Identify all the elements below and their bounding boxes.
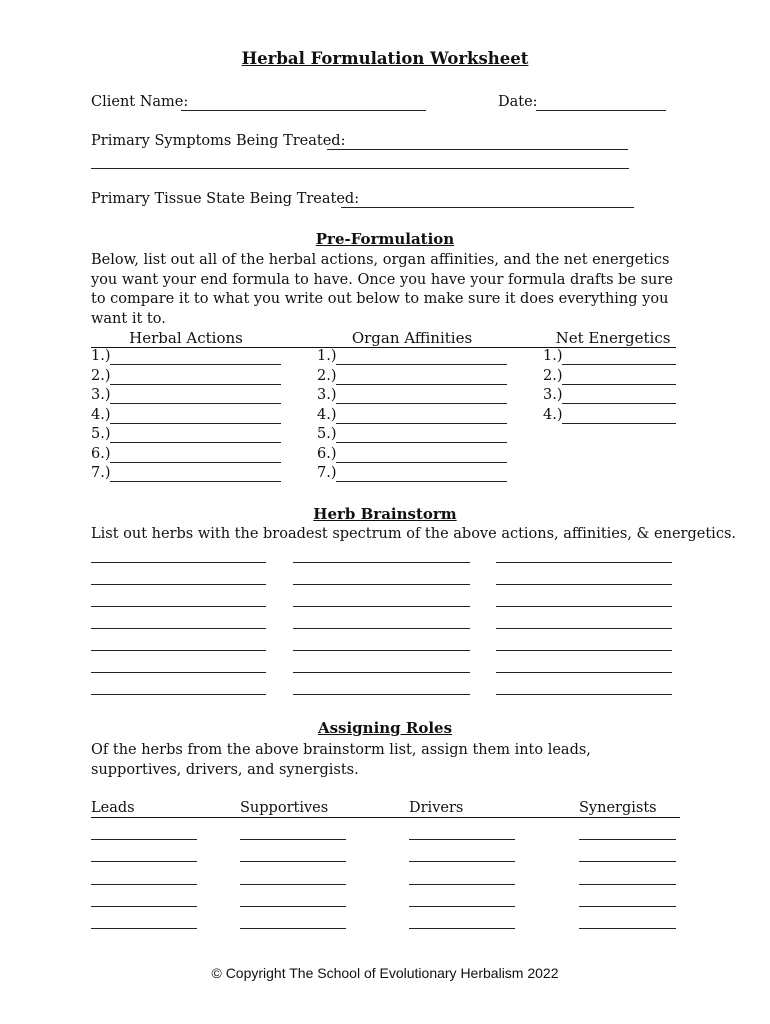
brainstorm-field[interactable] xyxy=(496,562,672,563)
list-item-number: 1.) xyxy=(543,348,563,364)
synergist-field[interactable] xyxy=(579,839,676,840)
synergist-field[interactable] xyxy=(579,906,676,907)
net-energetics-header: Net Energetics xyxy=(555,329,671,347)
list-item-number: 3.) xyxy=(317,387,337,403)
brainstorm-field[interactable] xyxy=(496,672,672,673)
lead-field[interactable] xyxy=(91,906,197,907)
pre-formulation-heading: Pre-Formulation xyxy=(315,230,455,248)
page-title: Herbal Formulation Worksheet xyxy=(241,49,529,68)
copyright-footer: © Copyright The School of Evolutionary Herbalism 2022 xyxy=(211,965,559,981)
net-energetic-field[interactable] xyxy=(562,423,676,424)
herbal-action-field[interactable] xyxy=(110,364,281,365)
drivers-header: Drivers xyxy=(409,800,464,816)
synergist-field[interactable] xyxy=(579,884,676,885)
brainstorm-field[interactable] xyxy=(496,584,672,585)
leads-header: Leads xyxy=(91,800,135,816)
herb-brainstorm-heading: Herb Brainstorm xyxy=(313,505,457,523)
brainstorm-field[interactable] xyxy=(91,650,266,651)
synergists-header: Synergists xyxy=(579,800,657,816)
supportive-field[interactable] xyxy=(240,861,346,862)
list-item-number: 7.) xyxy=(91,465,111,481)
list-item-number: 7.) xyxy=(317,465,337,481)
driver-field[interactable] xyxy=(409,906,515,907)
list-item-number: 4.) xyxy=(317,407,337,423)
driver-field[interactable] xyxy=(409,839,515,840)
list-item-number: 1.) xyxy=(317,348,337,364)
list-item-number: 6.) xyxy=(91,446,111,462)
herbal-action-field[interactable] xyxy=(110,403,281,404)
list-item-number: 2.) xyxy=(91,368,111,384)
brainstorm-field[interactable] xyxy=(293,584,470,585)
list-item-number: 2.) xyxy=(543,368,563,384)
organ-affinity-field[interactable] xyxy=(336,364,507,365)
brainstorm-field[interactable] xyxy=(496,694,672,695)
list-item-number: 5.) xyxy=(91,426,111,442)
brainstorm-field[interactable] xyxy=(91,562,266,563)
supportive-field[interactable] xyxy=(240,906,346,907)
lead-field[interactable] xyxy=(91,861,197,862)
roles-header-rule xyxy=(91,817,680,818)
organ-affinities-header: Organ Affinities xyxy=(351,329,473,347)
herbal-action-field[interactable] xyxy=(110,423,281,424)
client-name-field[interactable] xyxy=(181,110,426,111)
primary-symptoms-field[interactable] xyxy=(327,149,628,150)
net-energetic-field[interactable] xyxy=(562,403,676,404)
driver-field[interactable] xyxy=(409,884,515,885)
brainstorm-field[interactable] xyxy=(496,650,672,651)
primary-symptoms-label: Primary Symptoms Being Treated: xyxy=(91,133,346,149)
herbal-action-field[interactable] xyxy=(110,481,281,482)
brainstorm-field[interactable] xyxy=(293,606,470,607)
brainstorm-field[interactable] xyxy=(91,672,266,673)
net-energetic-field[interactable] xyxy=(562,364,676,365)
brainstorm-field[interactable] xyxy=(496,628,672,629)
herbal-actions-header: Herbal Actions xyxy=(129,329,243,347)
list-item-number: 4.) xyxy=(543,407,563,423)
organ-affinity-field[interactable] xyxy=(336,442,507,443)
brainstorm-field[interactable] xyxy=(293,628,470,629)
supportive-field[interactable] xyxy=(240,928,346,929)
lead-field[interactable] xyxy=(91,884,197,885)
organ-affinity-field[interactable] xyxy=(336,403,507,404)
organ-affinity-field[interactable] xyxy=(336,384,507,385)
herbal-action-field[interactable] xyxy=(110,442,281,443)
organ-affinity-field[interactable] xyxy=(336,462,507,463)
herbal-action-field[interactable] xyxy=(110,462,281,463)
client-name-label: Client Name: xyxy=(91,94,189,110)
brainstorm-field[interactable] xyxy=(91,606,266,607)
supportives-header: Supportives xyxy=(240,800,329,816)
list-item-number: 1.) xyxy=(91,348,111,364)
list-item-number: 2.) xyxy=(317,368,337,384)
brainstorm-field[interactable] xyxy=(91,628,266,629)
primary-tissue-state-field[interactable] xyxy=(341,207,634,208)
list-item-number: 3.) xyxy=(543,387,563,403)
lead-field[interactable] xyxy=(91,928,197,929)
brainstorm-field[interactable] xyxy=(91,584,266,585)
lead-field[interactable] xyxy=(91,839,197,840)
net-energetic-field[interactable] xyxy=(562,384,676,385)
list-item-number: 6.) xyxy=(317,446,337,462)
assigning-roles-instructions: Of the herbs from the above brainstorm list, assign them into leads, supportives, drivers, and synergists. xyxy=(91,742,591,778)
brainstorm-field[interactable] xyxy=(496,606,672,607)
herbal-actions-header-rule xyxy=(91,347,307,348)
organ-affinity-field[interactable] xyxy=(336,423,507,424)
list-item-number: 3.) xyxy=(91,387,111,403)
organ-affinities-header-rule xyxy=(307,347,533,348)
list-item-number: 5.) xyxy=(317,426,337,442)
supportive-field[interactable] xyxy=(240,884,346,885)
pre-formulation-instructions: Below, list out all of the herbal actions, organ affinities, and the net energetics you want your end formula to have. Once you have your formula drafts be sure to compare it to what you write out below to make sure it does everything you want it to. xyxy=(91,252,673,327)
brainstorm-field[interactable] xyxy=(293,562,470,563)
brainstorm-field[interactable] xyxy=(91,694,266,695)
assigning-roles-heading: Assigning Roles xyxy=(317,719,453,737)
herbal-action-field[interactable] xyxy=(110,384,281,385)
date-label: Date: xyxy=(498,94,538,110)
primary-symptoms-field-line2[interactable] xyxy=(91,168,629,169)
list-item-number: 4.) xyxy=(91,407,111,423)
synergist-field[interactable] xyxy=(579,861,676,862)
primary-tissue-state-label: Primary Tissue State Being Treated: xyxy=(91,191,360,207)
driver-field[interactable] xyxy=(409,861,515,862)
brainstorm-field[interactable] xyxy=(293,694,470,695)
herb-brainstorm-instructions: List out herbs with the broadest spectrum of the above actions, affinities, & energetics. xyxy=(91,526,736,542)
brainstorm-field[interactable] xyxy=(293,650,470,651)
supportive-field[interactable] xyxy=(240,839,346,840)
organ-affinity-field[interactable] xyxy=(336,481,507,482)
date-field[interactable] xyxy=(536,110,666,111)
brainstorm-field[interactable] xyxy=(293,672,470,673)
synergist-field[interactable] xyxy=(579,928,676,929)
driver-field[interactable] xyxy=(409,928,515,929)
